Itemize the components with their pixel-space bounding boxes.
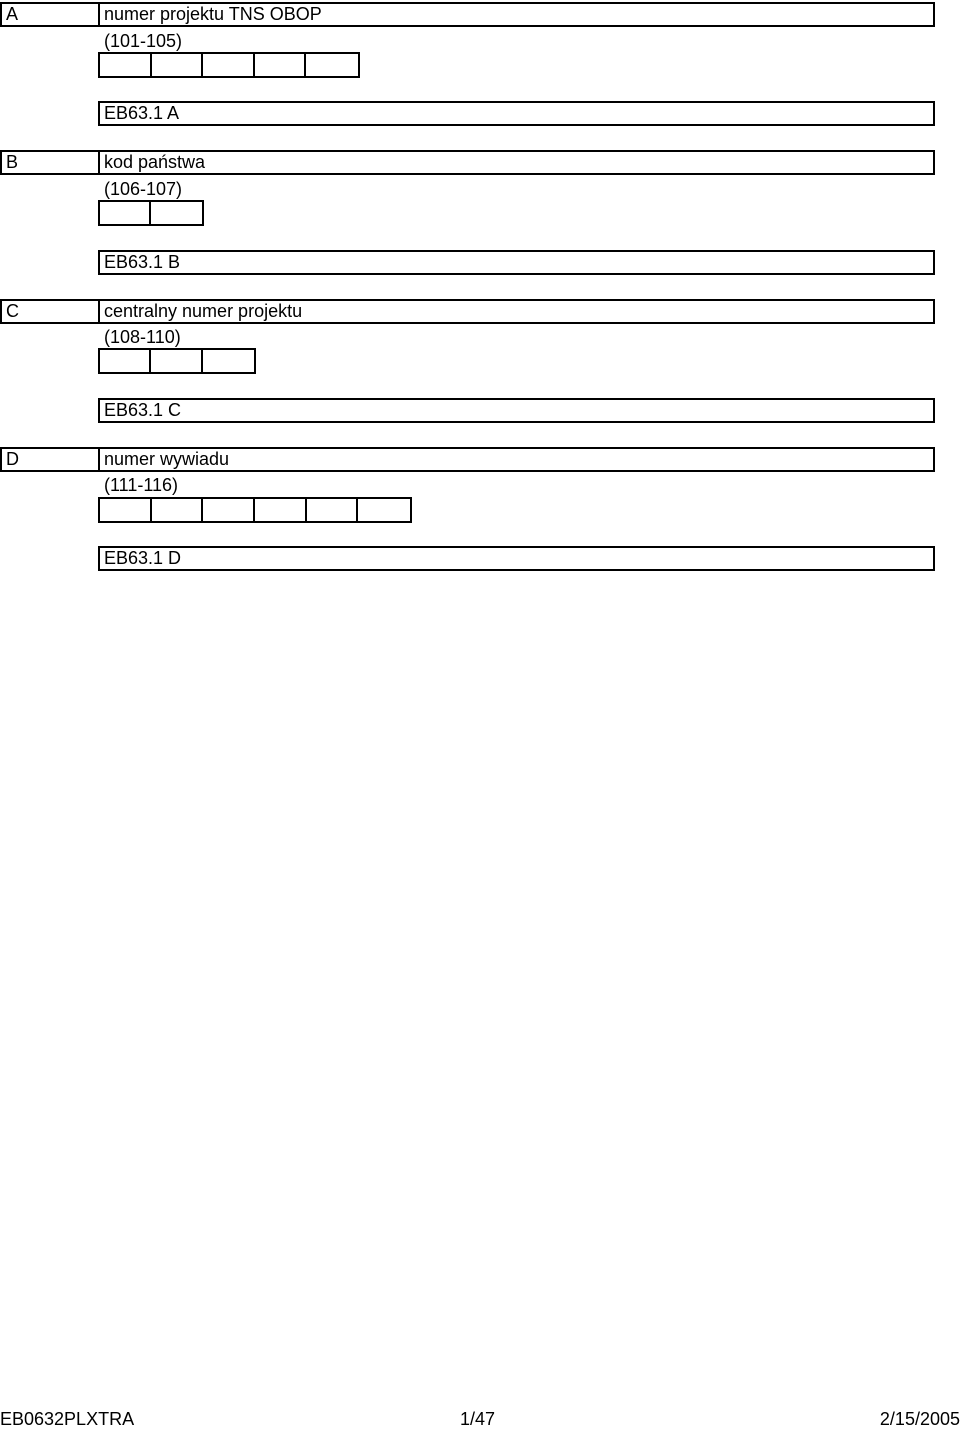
entry-box[interactable] [203,499,255,521]
variable-code: EB63.1 C [98,398,935,423]
column-range: (111-116) [104,475,179,495]
section-title: numer wywiadu [98,447,935,472]
entry-box[interactable] [151,350,202,372]
section-letter: B [0,150,100,175]
column-range: (106-107) [104,179,183,199]
entry-box[interactable] [100,350,151,372]
section-title: kod państwa [98,150,935,175]
entry-box[interactable] [100,202,151,224]
entry-box[interactable] [151,202,202,224]
variable-code: EB63.1 D [98,546,935,571]
section-title: numer projektu TNS OBOP [98,2,935,27]
entry-box[interactable] [100,54,152,76]
column-range: (101-105) [104,31,183,51]
footer-doc-id: EB0632PLXTRA [0,1409,135,1429]
section-letter: A [0,2,100,27]
section-title: centralny numer projektu [98,299,935,324]
entry-box[interactable] [152,499,204,521]
entry-box[interactable] [203,350,254,372]
footer-date: 2/15/2005 [879,1409,960,1429]
entry-box[interactable] [255,54,307,76]
entry-box[interactable] [306,54,358,76]
section-letter: C [0,299,100,324]
entry-boxes[interactable] [98,200,204,226]
variable-code: EB63.1 B [98,250,935,275]
section-letter: D [0,447,100,472]
entry-box[interactable] [307,499,359,521]
entry-boxes[interactable] [98,348,256,374]
entry-boxes[interactable] [98,52,360,78]
entry-box[interactable] [255,499,307,521]
entry-box[interactable] [100,499,152,521]
entry-boxes[interactable] [98,497,412,523]
footer-page-number: 1/47 [460,1409,496,1429]
entry-box[interactable] [203,54,255,76]
column-range: (108-110) [104,327,181,347]
entry-box[interactable] [152,54,204,76]
entry-box[interactable] [358,499,410,521]
variable-code: EB63.1 A [98,101,935,126]
